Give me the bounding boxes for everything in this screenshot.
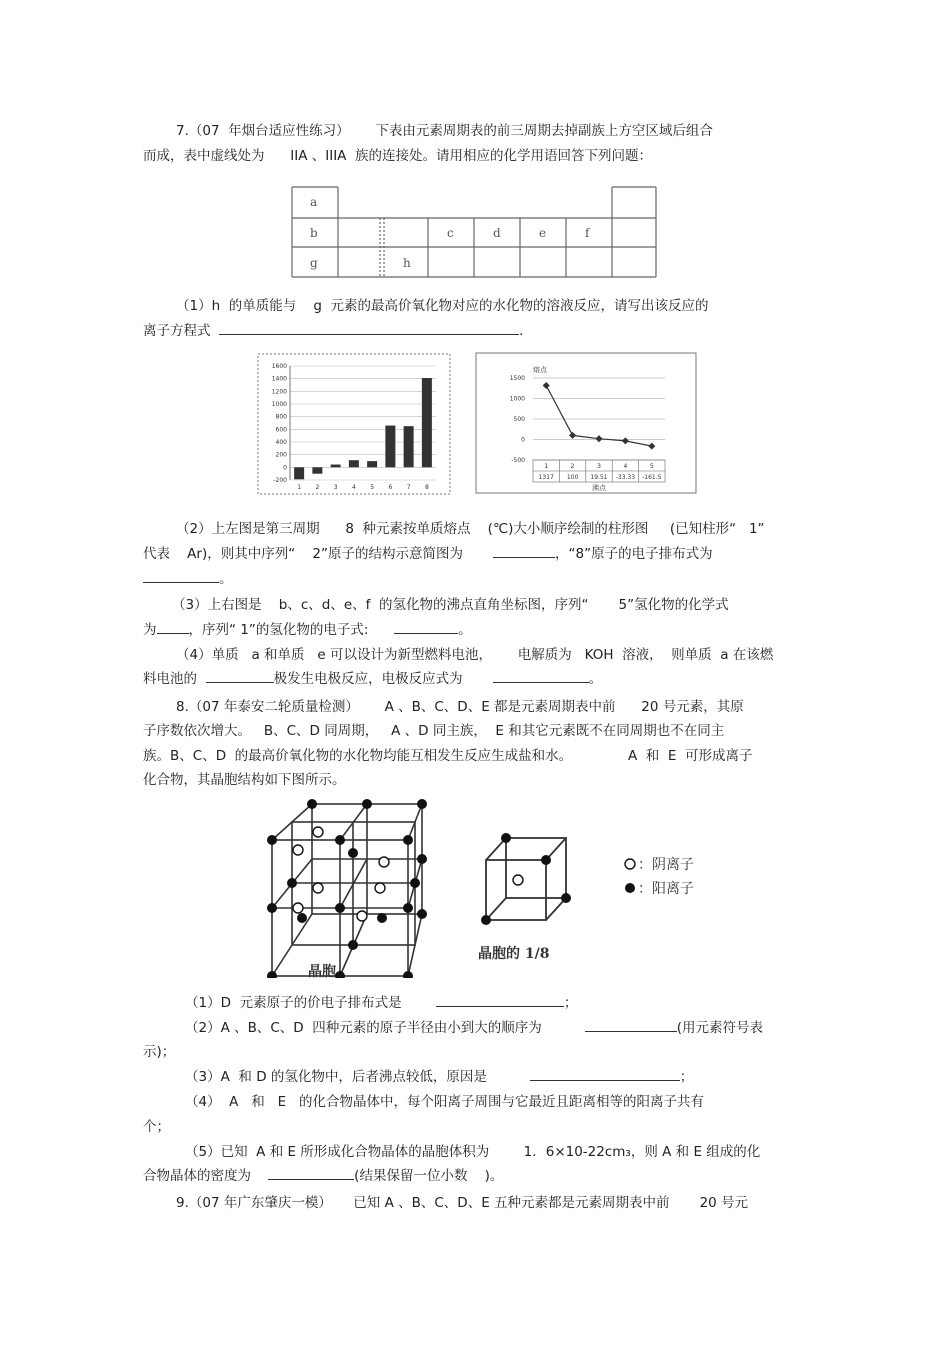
y-tick-label: 1000 [509,395,525,403]
q8-p4b: 个； [143,1119,170,1135]
y-tick-label: 500 [513,416,525,423]
x-axis-label: 沸点 [592,484,606,492]
point-4 [622,437,629,444]
point-5 [648,443,655,450]
data-value-label: 19.51 [590,474,608,481]
q8-p2c: 示)； [143,1044,176,1060]
x-tick-label: 3 [597,463,601,470]
q7-p2-line3 [143,570,233,588]
q7-p3-end: 。 [458,622,472,638]
q9-line1: 9.（07 年广东肇庆一模） 已知 A 、B、C、D、E 五种元素都是元素周期表中前 20 号元 [176,1195,749,1211]
point-1 [543,382,550,389]
q8-p2-label2: (用元素符号表 [676,1020,763,1036]
q8-p5a: （5）已知 A 和 E 所形成化合物晶体的晶胞体积为 1．6×10-22cm₃，则 A 和 E 组成的化 [185,1144,761,1160]
cell-b: b [310,226,318,240]
q7-line2: 而成，表中虚线处为 IIA 、IIIA 族的连接处。请用相应的化学用语回答下列问题： [143,148,652,164]
answer-blank[interactable] [585,1019,677,1032]
q8-p2 [185,1019,763,1037]
y-tick-label: 0 [521,436,525,444]
q8-p3-label: （3）A 和 D 的氢化物中，后者沸点较低，原因是 [185,1069,530,1085]
q8-line4: 化合物，其晶胞结构如下图所示。 [143,772,346,788]
q7-p1-line1: （1）h 的单质能与 g 元素的最高价氧化物对应的水化物的溶液反应，请写出该反应的 [176,298,709,314]
x-tick-label: 2 [315,484,320,491]
x-tick-label: 5 [649,463,654,470]
x-tick-label: 2 [570,463,575,470]
x-tick-label: 7 [406,484,411,491]
crystal-structure-figure [262,798,722,978]
q8-p1 [185,994,577,1012]
answer-blank[interactable] [436,994,564,1007]
q8-line1: 8.（07 年泰安二轮质量检测） A 、B、C、D、E 都是元素周期表中前 20 号元素，其原 [176,699,744,715]
data-value-label: -33.33 [615,474,636,481]
q8-p1-end: ； [563,995,578,1011]
bar-2 [312,467,322,473]
y-tick-label: 600 [275,426,287,434]
q8-p2-label: （2）A 、B、C、D 四种元素的原子半径由小到大的顺序为 [185,1020,585,1036]
y-tick-label: 200 [275,451,287,459]
boiling-point-line-chart [475,352,697,494]
q7-p4-label: 料电池的 [143,671,206,687]
y-tick-label: -200 [273,477,287,484]
cell-e: e [539,226,547,240]
point-2 [569,432,576,439]
fig-label-unit-cell: 晶胞 [308,964,336,978]
data-value-label: 100 [566,474,579,481]
answer-blank[interactable] [493,670,589,683]
answer-blank[interactable] [157,621,189,634]
y-tick-label: 400 [275,439,287,446]
legend-anion: ：阴离子 [638,857,694,873]
data-value-label: -161.5 [642,474,662,481]
y-tick-label: 1000 [271,401,287,408]
q7-p4-end: 。 [588,671,603,687]
chart-title: 熔点 [533,366,547,374]
q7-p1-end: . [519,323,524,339]
cell-f: f [585,226,590,240]
q8-line3: 族。B、C、D 的最高价氧化物的水化物均能互相发生反应生成盐和水。 A 和 E 可形成离子 [143,748,753,764]
answer-blank[interactable] [219,322,519,335]
q8-p5b [143,1167,503,1185]
x-tick-label: 6 [388,484,393,491]
q7-p1-line2 [143,322,523,340]
melting-point-bar-chart [256,352,452,496]
y-tick-label: 1400 [271,375,287,383]
q7-line1: 7.（07 年烟台适应性练习） 下表由元素周期表的前三周期去掉副族上方空区域后组合 [176,123,713,139]
q7-p1-label: 离子方程式 [143,323,220,339]
cell-d: d [493,226,501,240]
q7-p3-label: 为 [143,622,157,638]
q7-p2-line1: （2）上左图是第三周期 8 种元素按单质熔点 (℃)大小顺序绘制的柱形图 (已知柱形“ 1” [176,521,765,537]
q7-p4-line2 [143,670,602,688]
q7-p2-label: 代表 Ar)，则其中序列“ 2”原子的结构示意简图为 [143,546,493,562]
bar-7 [404,426,414,467]
q7-p3-line2 [143,621,472,639]
q7-p2-line2 [143,545,713,563]
answer-blank[interactable] [394,621,458,634]
q8-line2: 子序数依次增大。 B、C、D 同周期， A 、D 同主族， E 和其它元素既不在同周期也不在同主 [143,723,725,739]
fig-label-eighth-cell: 晶胞的 1/8 [478,946,550,962]
point-3 [595,435,602,442]
q7-p3-line1: （3）上右图是 b、c、d、e、f 的氢化物的沸点直角坐标图，序列“ 5”氢化物的化学式 [172,597,729,613]
q8-p5-end: (结果保留一位小数 )。 [354,1168,504,1184]
x-tick-label: 3 [333,484,338,491]
y-tick-label: 1200 [271,388,287,396]
cell-g: g [310,256,318,270]
q8-p4a: （4） A 和 E 的化合物晶体中，每个阳离子周围与它最近且距离相等的阳离子共有 [185,1094,705,1110]
data-value-label: 1317 [538,474,554,481]
x-tick-label: 1 [544,463,549,470]
q7-p4-line1: （4）单质 a 和单质 e 可以设计为新型燃料电池， 电解质为 KOH 溶液， 则单质 a 在该燃 [176,647,774,663]
x-tick-label: 5 [370,484,375,491]
x-tick-label: 1 [297,484,302,491]
y-tick-label: 0 [283,464,287,472]
cell-h: h [403,256,411,270]
cell-a: a [310,195,318,209]
q7-p2-label2: ，“8”原子的电子排布式为 [555,546,713,562]
answer-blank[interactable] [206,670,274,683]
q8-p1-label: （1）D 元素原子的价电子排布式是 [185,995,436,1011]
q7-p4-label2: 极发生电极反应，电极反应式为 [273,671,493,687]
bar-4 [349,460,359,467]
answer-blank[interactable] [493,545,555,558]
q8-p5-label: 合物晶体的密度为 [143,1168,269,1184]
x-tick-label: 8 [424,484,429,491]
x-tick-label: 4 [351,484,356,491]
bar-8 [422,378,432,467]
answer-blank[interactable] [143,570,219,583]
y-tick-label: 1600 [271,363,287,370]
bar-5 [367,461,377,467]
answer-blank[interactable] [268,1167,354,1180]
q8-p3 [185,1068,693,1086]
q7-p3-label2: ，序列“ 1”的氢化物的电子式: [188,622,395,638]
bar-6 [385,426,395,468]
cell-c: c [447,226,454,240]
y-tick-label: 800 [275,413,287,421]
answer-blank[interactable] [530,1068,680,1081]
bar-1 [294,467,304,479]
y-tick-label: -500 [511,457,525,464]
q7-p2-end: 。 [219,571,233,587]
bar-3 [331,465,341,468]
q8-p3-end: ； [679,1069,694,1085]
y-tick-label: 1500 [509,375,525,382]
legend-cation: ：阳离子 [638,881,694,897]
periodic-table-figure [288,183,660,281]
x-tick-label: 4 [623,463,628,470]
